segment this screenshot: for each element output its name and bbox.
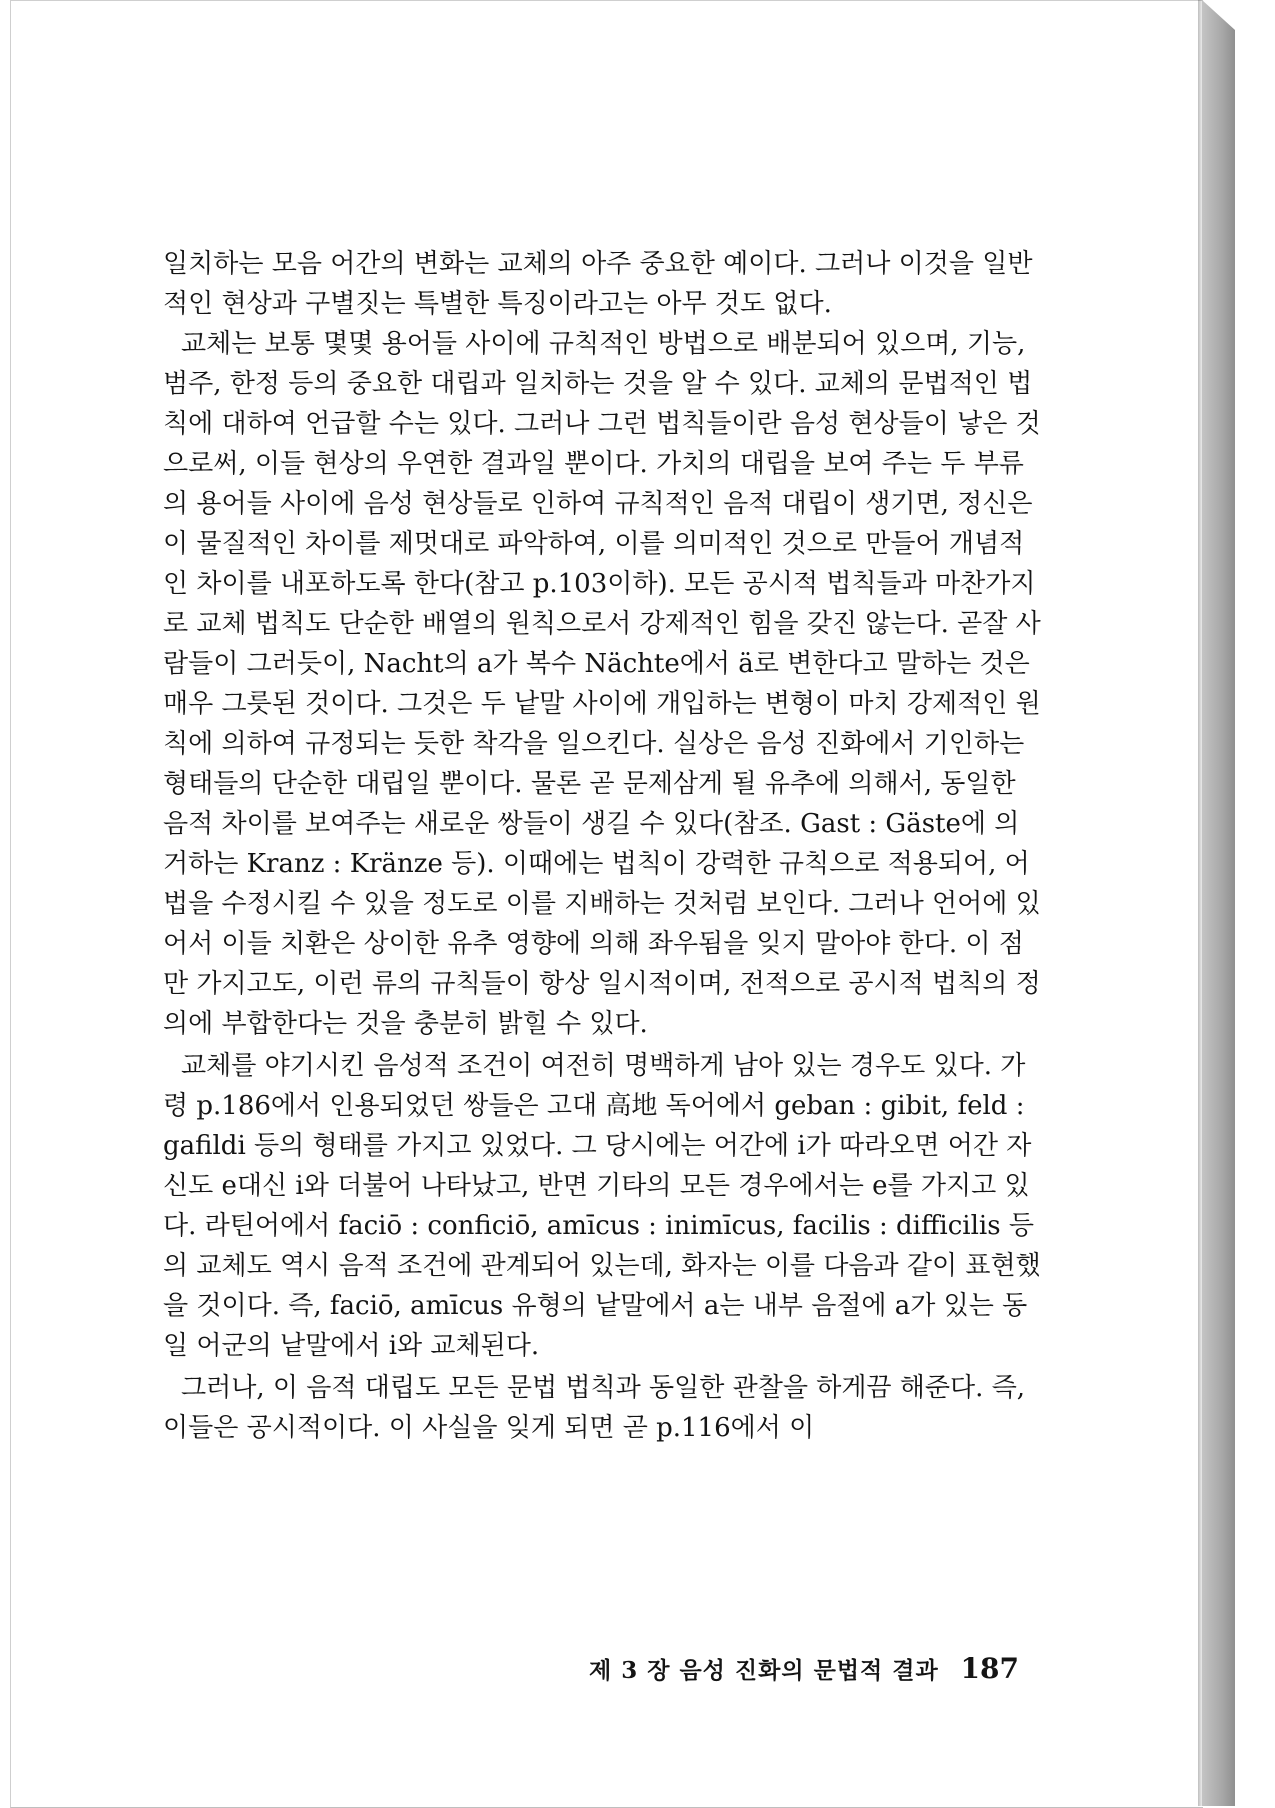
body-text bbox=[163, 244, 1043, 1448]
paragraph-3-text: 교체를 야기시킨 음성적 조건이 여전히 명백하게 남아 있는 경우도 있다. 가령 p.186에서 인용되었던 쌍들은 고대 高地 독어에서 geban : gibit, feld : gafildi 등의 형태를 가지고 있었다. 그 당시에는 어간에 i가 따라오면 어간 자신도 e대신 i와 더불어 나타났고, 반면 기타의 모든 경우에서는 e를 가지고 있다. 라틴어에서 faciō : conficiō, amīcus : inimīcus, facilis : difficilis 등의 교체도 역시 음적 조건에 관계되어 있는데, 화자는 이를 다음과 같이 표현했을 것이다. 즉, faciō, amīcus 유형의 낱말에서 a는 내부 음절에 a가 있는 동일 어군의 낱말에서 i와 교체된다. bbox=[163, 1051, 1041, 1361]
paragraph-1 bbox=[163, 244, 1043, 324]
paragraph-4-text: 그러나, 이 음적 대립도 모든 문법 법칙과 동일한 관찰을 하게끔 해준다. 즉, 이들은 공시적이다. 이 사실을 잊게 되면 곧 p.116에서 이 bbox=[163, 1373, 1026, 1443]
page-footer bbox=[589, 1652, 1019, 1685]
page-number: 187 bbox=[960, 1652, 1019, 1685]
paragraph-2-text: 교체는 보통 몇몇 용어들 사이에 규칙적인 방법으로 배분되어 있으며, 기능, 범주, 한정 등의 중요한 대립과 일치하는 것을 알 수 있다. 교체의 문법적인 법칙에 대하여 언급할 수는 있다. 그러나 그런 법칙들이란 음성 현상들이 낳은 것으로써, 이들 현상의 우연한 결과일 뿐이다. 가치의 대립을 보여 주는 두 부류의 용어들 사이에 음성 현상들로 인하여 규칙적인 음적 대립이 생기면, 정신은 이 물질적인 차이를 제멋대로 파악하여, 이를 의미적인 것으로 만들어 개념적인 차이를 내포하도록 한다(참고 p.103이하). 모든 공시적 법칙들과 마찬가지로 교체 법칙도 단순한 배열의 원칙으로서 강제적인 힘을 갖진 않는다. 곧잘 사람들이 그러듯이, Nacht의 a가 복수 Nächte에서 ä로 변한다고 말하는 것은 매우 그릇된 것이다. 그것은 두 낱말 사이에 개입하는 변형이 마치 강제적인 원칙에 의하여 규정되는 듯한 착각을 일으킨다. 실상은 음성 진화에서 기인하는 형태들의 단순한 대립일 뿐이다. 물론 곧 문제삼게 될 유추에 의해서, 동일한 음적 차이를 보여주는 새로운 쌍들이 생길 수 있다(참조. Gast : Gäste에 의거하는 Kranz : Kränze 등). 이때에는 법칙이 강력한 규칙으로 적용되어, 어법을 수정시킬 수 있을 정도로 이를 지배하는 것처럼 보인다. 그러나 언어에 있어서 이들 치환은 상이한 유추 영향에 의해 좌우됨을 잊지 말아야 한다. 이 점만 가지고도, 이런 류의 규칙들이 항상 일시적이며, 전적으로 공시적 법칙의 정의에 부합한다는 것을 충분히 밝힐 수 있다. bbox=[163, 329, 1041, 1039]
paragraph-2 bbox=[163, 324, 1043, 1044]
running-title: 제 3 장 음성 진화의 문법적 결과 bbox=[589, 1657, 939, 1684]
paragraph-1-text: 일치하는 모음 어간의 변화는 교체의 아주 중요한 예이다. 그러나 이것을 일반적인 현상과 구별짓는 특별한 특징이라고는 아무 것도 없다. bbox=[163, 249, 1033, 319]
paragraph-3 bbox=[163, 1046, 1043, 1366]
page-edge bbox=[1202, 0, 1235, 1806]
paragraph-4 bbox=[163, 1368, 1043, 1448]
